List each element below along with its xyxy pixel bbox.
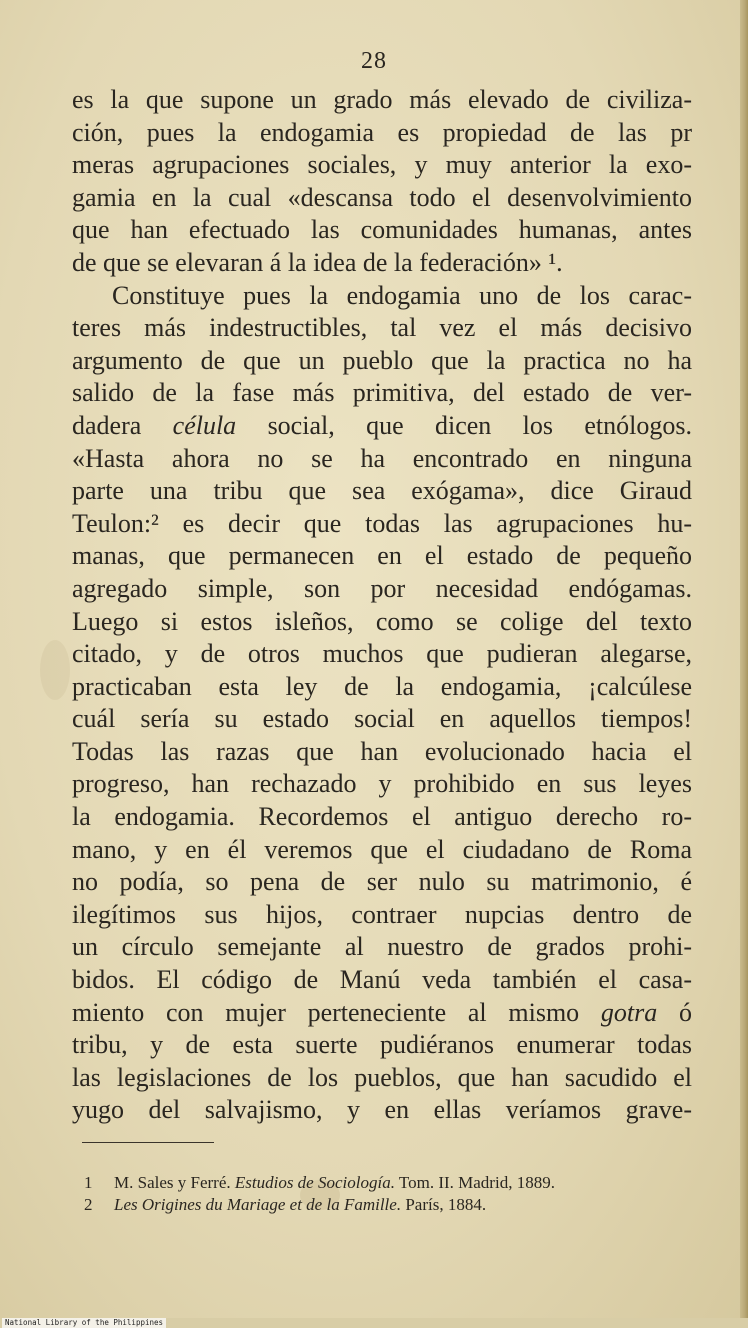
text-line	[72, 377, 692, 410]
text-segment: social, que dicen los etnólogos.	[236, 410, 692, 440]
text-line	[72, 1094, 692, 1127]
footnote-author: M. Sales y Ferré.	[114, 1173, 231, 1192]
text-line	[72, 997, 692, 1030]
footnote-title: Les Origines du Mariage et de la Famille.	[114, 1195, 402, 1214]
text-segment: es la que supone un grado más elevado de civiliza-	[72, 85, 692, 114]
text-line	[72, 280, 692, 313]
text-line	[72, 801, 692, 834]
text-segment: miento con mujer perteneciente al mismo	[72, 997, 601, 1027]
text-line	[72, 1029, 692, 1062]
text-segment: practicaban esta ley de la endogamia, ¡calcúlese	[72, 671, 692, 701]
text-segment: meras agrupaciones sociales, y muy anterior la exo-	[72, 150, 692, 180]
text-line	[72, 475, 692, 508]
footnote-source: París, 1884.	[405, 1195, 487, 1214]
text-line	[72, 931, 692, 964]
text-line	[72, 214, 692, 247]
text-segment: mano, y en él veremos que el ciudadano de Roma	[72, 834, 692, 864]
text-line	[72, 866, 692, 899]
footnote	[84, 1172, 684, 1194]
text-line	[72, 834, 692, 867]
footnote	[84, 1194, 684, 1216]
text-line	[72, 606, 692, 639]
footnote-number: 2	[84, 1195, 93, 1214]
text-segment: agregado simple, son por necesidad endógamas.	[72, 573, 692, 603]
text-segment: teres más indestructibles, tal vez el más decisivo	[72, 313, 692, 343]
text-line	[72, 443, 692, 476]
text-line	[72, 964, 692, 997]
text-segment: yugo del salvajismo, y en ellas veríamos grave-	[72, 1095, 692, 1125]
text-segment: que han efectuado las comunidades humanas, antes	[72, 215, 692, 245]
text-line	[72, 345, 692, 378]
text-segment: no podía, so pena de ser nulo su matrimonio, é	[72, 867, 692, 897]
page-edge	[740, 0, 748, 1318]
text-segment: ilegítimos sus hijos, contraer nupcias dentro de	[72, 899, 692, 929]
text-segment: Teulon:² es decir que todas las agrupaciones hu-	[72, 508, 692, 538]
text-segment: la endogamia. Recordemos el antiguo derecho ro-	[72, 802, 692, 832]
footnote-source: Tom. II. Madrid, 1889.	[398, 1173, 555, 1192]
text-segment: de que se elevaran á la idea de la federación» ¹.	[72, 247, 563, 277]
text-line	[72, 410, 692, 443]
text-line	[72, 540, 692, 573]
text-line	[72, 84, 692, 117]
footnote-number: 1	[84, 1173, 93, 1192]
text-segment: salido de la fase más primitiva, del estado de ver-	[72, 378, 692, 408]
text-segment: bidos. El código de Manú veda también el casa-	[72, 965, 692, 995]
text-segment: cuál sería su estado social en aquellos tiempos!	[72, 704, 692, 734]
text-segment: manas, que permanecen en el estado de pequeño	[72, 541, 692, 571]
text-segment: ción, pues la endogamia es propiedad de las pr	[72, 117, 692, 147]
text-segment: Constituye pues la endogamia uno de los carac-	[112, 280, 692, 310]
italic-term: gotra	[600, 997, 658, 1027]
text-line	[72, 1062, 692, 1095]
text-line	[72, 899, 692, 932]
text-line	[72, 117, 692, 150]
footnote-rule	[82, 1142, 214, 1143]
page-number: 28	[361, 48, 387, 74]
text-segment: argumento de que un pueblo que la practica no ha	[72, 345, 692, 375]
text-segment: dadera	[72, 410, 173, 440]
library-credit: National Library of the Philippines	[2, 1318, 166, 1328]
text-line	[72, 149, 692, 182]
text-line	[72, 671, 692, 704]
text-line	[72, 768, 692, 801]
text-segment: un círculo semejante al nuestro de grados prohi-	[72, 932, 692, 962]
text-line	[72, 247, 692, 280]
text-segment: Luego si estos isleños, como se colige del texto	[72, 606, 692, 636]
paper-stain	[40, 640, 70, 700]
text-segment: gamia en la cual «descansa todo el desenvolvimiento	[72, 182, 692, 212]
text-segment: «Hasta ahora no se ha encontrado en ninguna	[72, 443, 692, 473]
footnote-title: Estudios de Sociología.	[234, 1173, 395, 1192]
text-line	[72, 182, 692, 215]
text-line	[72, 508, 692, 541]
text-segment: Todas las razas que han evolucionado hacia el	[72, 736, 692, 766]
text-segment: citado, y de otros muchos que pudieran alegarse,	[72, 639, 692, 669]
text-line	[72, 736, 692, 769]
text-segment: parte una tribu que sea exógama», dice Giraud	[72, 476, 692, 506]
text-line	[72, 638, 692, 671]
text-segment: progreso, han rechazado y prohibido en sus leyes	[72, 769, 692, 799]
text-line	[72, 312, 692, 345]
text-line	[72, 703, 692, 736]
text-line	[72, 573, 692, 606]
italic-term: célula	[172, 410, 237, 440]
body-text	[72, 84, 692, 1127]
text-segment: las legislaciones de los pueblos, que han sacudido el	[72, 1062, 692, 1092]
text-segment: tribu, y de esta suerte pudiéranos enumerar todas	[72, 1030, 692, 1060]
text-segment: ó	[657, 997, 692, 1027]
footnotes	[84, 1172, 684, 1216]
